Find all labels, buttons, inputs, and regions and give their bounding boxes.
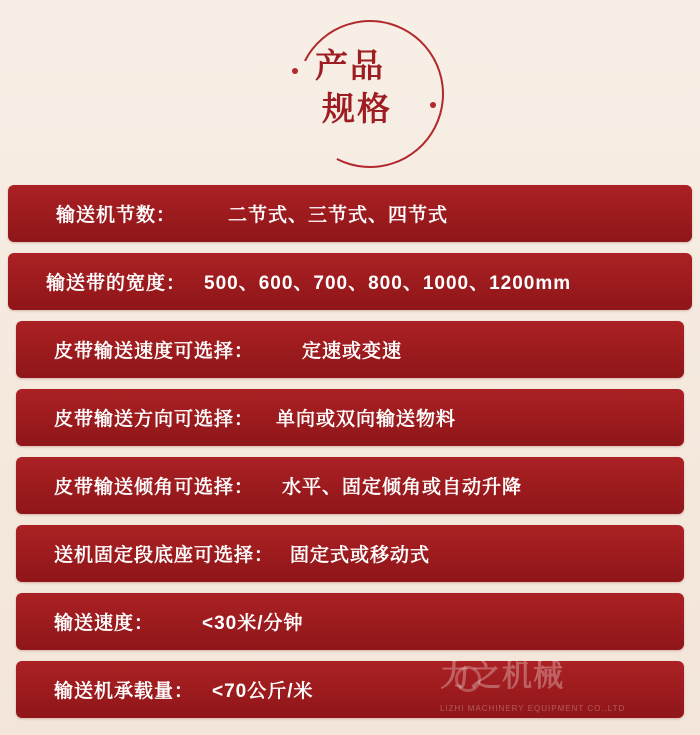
spec-value: 单向或双向输送物料 (276, 409, 457, 430)
spec-row (16, 525, 684, 582)
spec-value: 固定式或移动式 (290, 545, 431, 566)
spec-row (8, 253, 692, 310)
spec-label: 输送机节数： (56, 205, 177, 226)
page-title-line1: 产品 (315, 47, 385, 84)
spec-label: 皮带输送方向可选择： (54, 409, 255, 430)
watermark-subtext: LIZHI MACHINERY EQUIPMENT CO.,LTD (440, 704, 626, 713)
spec-row (16, 389, 684, 446)
spec-row (16, 321, 684, 378)
spec-value: 500、600、700、800、1000、1200mm (204, 273, 572, 294)
spec-label: 输送机承载量： (54, 681, 195, 702)
spec-value: 定速或变速 (302, 341, 403, 362)
spec-label: 送机固定段底座可选择： (54, 545, 275, 566)
spec-value: <70公斤/米 (212, 681, 314, 702)
spec-label: 皮带输送倾角可选择： (54, 477, 255, 498)
page-title-line2: 规格 (322, 90, 392, 127)
spec-label: 输送带的宽度： (46, 273, 187, 294)
watermark-text: 力之机械 (440, 660, 564, 693)
spec-label: 输送速度： (54, 613, 155, 634)
page-title (0, 44, 700, 130)
spec-row (16, 661, 684, 718)
spec-label: 皮带输送速度可选择： (54, 341, 255, 362)
spec-row (16, 593, 684, 650)
page-header (0, 0, 700, 185)
spec-row (8, 185, 692, 242)
spec-value: 水平、固定倾角或自动升降 (282, 477, 523, 498)
spec-value: <30米/分钟 (202, 613, 304, 634)
spec-list (0, 185, 700, 718)
spec-row (16, 457, 684, 514)
spec-value: 二节式、三节式、四节式 (228, 205, 449, 226)
